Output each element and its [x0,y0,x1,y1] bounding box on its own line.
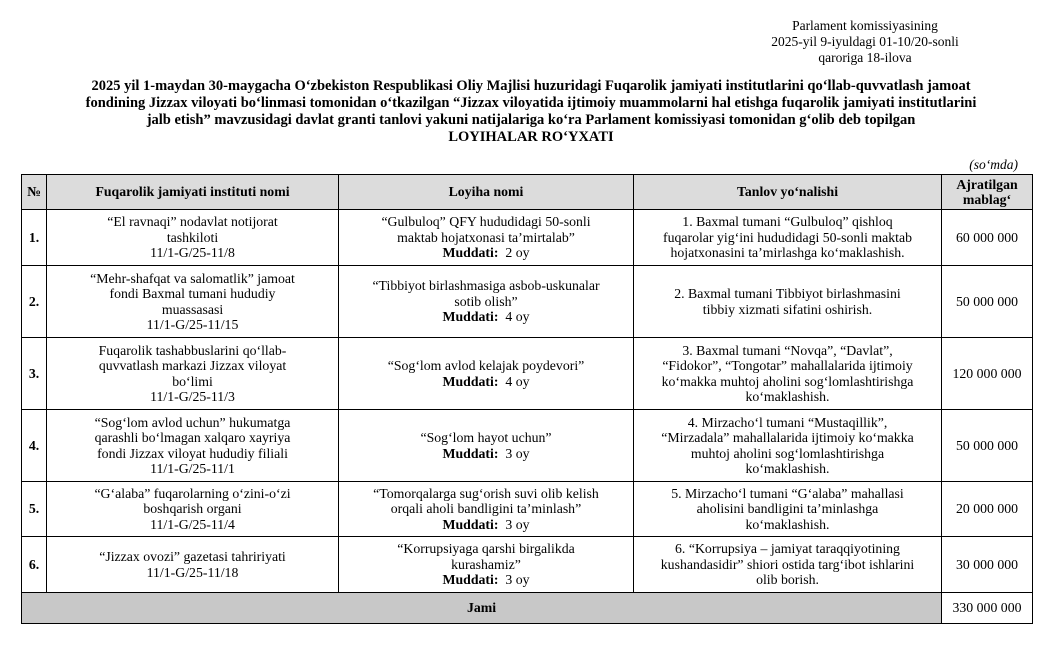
direction-line: olib borish. [756,572,819,588]
amount-cell: 30 000 000 [942,537,1033,593]
institute-cell [47,482,339,537]
duration-label: Muddati: [442,373,499,389]
row-number: 2. [22,266,47,338]
direction-line: 5. Mirzacho‘l tumani “G‘alaba” mahallasi [671,485,904,501]
table-row [22,266,1033,338]
direction-line: 3. Baxmal tumani “Novqa”, “Davlat”, [682,342,893,358]
duration-line [344,374,628,390]
project-line: “Tibbiyot birlashmasiga asbob-uskunalar [372,278,600,294]
institute-line: boshqarish organi [143,501,242,517]
institute-line: 11/1-G/25-11/18 [146,564,239,580]
duration-value: 3 oy [505,572,530,588]
institute-line: “El ravnaqi” nodavlat notijorat [107,214,278,230]
heading-line-1: 2025 yil 1-maydan 30-maygacha O‘zbekiston Respublikasi Oliy Majlisi huzuridagi Fuqarolik jamiyati institutlarini qo‘llab-quvvatlash jamoat [91,78,971,94]
duration-line [344,309,628,325]
institute-line: fondi Jizzax viloyat hududiy filiali [97,445,288,461]
duration-label: Muddati: [442,445,499,461]
direction-cell [634,210,942,266]
table-row [22,537,1033,593]
header-institute: Fuqarolik jamiyati instituti nomi [47,175,339,210]
project-cell [339,482,634,537]
duration-label: Muddati: [442,245,499,261]
direction-line: ko‘maklashish. [745,461,830,476]
direction-line: hojatxonasini ta’mirlashga ko‘maklashish. [670,245,905,261]
heading-line-3: jalb etish” mavzusidagi davlat granti tanlovi yakuni natijalariga ko‘ra Parlament komissiyasi tomonidan g‘olib deb topilgan [146,112,916,128]
duration-label: Muddati: [442,309,499,325]
row-number: 1. [22,210,47,266]
duration-value: 2 oy [505,245,530,261]
project-cell [339,210,634,266]
direction-line: 1. Baxmal tumani “Gulbuloq” qishloq [682,214,893,230]
project-line: kurashamiz” [451,556,521,572]
duration-value: 3 oy [505,516,530,532]
total-row [22,593,1033,624]
project-line: orqali aholi bandligini ta’minlash” [390,501,582,517]
header-direction: Tanlov yo‘nalishi [634,175,942,210]
direction-line: “Fidokor”, “Tongotar” mahallalarida ijtimoiy [662,358,913,373]
direction-cell [634,482,942,537]
direction-line: ko‘makka muhtoj aholini sog‘lomlashtirishga [661,373,914,389]
duration-line [344,245,628,261]
direction-line: tibbiy xizmati sifatini oshirish. [702,301,873,317]
institute-line: “G‘alaba” fuqarolarning o‘zini-o‘zi [94,485,291,501]
institute-line: 11/1-G/25-11/4 [150,516,235,532]
project-cell [339,537,634,593]
row-number: 6. [22,537,47,593]
institute-line: quvvatlash markazi Jizzax viloyat [98,358,287,373]
amount-cell: 120 000 000 [942,338,1033,410]
table-row [22,338,1033,410]
direction-line: 4. Mirzacho‘l tumani “Mustaqillik”, [687,414,888,430]
institute-line: “Sog‘lom avlod uchun” hukumatga [94,414,291,430]
heading-line-2: fondining Jizzax viloyati bo‘linmasi tomonidan o‘tkazilgan “Jizzax viloyatida ijtimoiy muammolarni hal etishga fuqarolik jamiyati institutlarini [85,95,977,111]
direction-line: ko‘maklashish. [745,516,830,532]
projects-table [21,174,1033,624]
direction-line: fuqarolar yig‘ini hududidagi 50-sonli maktab [662,229,913,245]
header-number: № [22,175,47,210]
direction-cell [634,266,942,338]
header-amount-line-1: Ajratilgan [956,176,1018,192]
amount-cell: 60 000 000 [942,210,1033,266]
direction-line: 6. “Korrupsiya – jamiyat taraqqiyotining [675,541,900,557]
direction-line: aholisini bandligini ta’minlashga [696,501,879,517]
institute-line: “Mehr-shafqat va salomatlik” jamoat [90,270,295,286]
duration-line [344,446,628,462]
annex-reference [715,18,1015,66]
direction-cell [634,410,942,482]
project-line: “Gulbuloq” QFY hududidagi 50-sonli [381,214,591,230]
project-line: “Tomorqalarga sug‘orish suvi olib kelish [373,485,599,501]
institute-line: Fuqarolik tashabbuslarini qo‘llab- [98,342,287,358]
duration-line [344,572,628,588]
header-project: Loyiha nomi [339,175,634,210]
duration-value: 3 oy [505,445,530,461]
institute-line: “Jizzax ovozi” gazetasi tahririyati [99,549,286,564]
annex-line-2: 2025-yil 9-iyuldagi 01-10/20-sonli [771,34,959,49]
institute-line: 11/1-G/25-11/1 [150,461,235,476]
institute-line: bo‘limi [172,373,213,389]
document-title: LOYIHALAR RO‘YXATI [448,129,614,145]
amount-cell: 20 000 000 [942,482,1033,537]
project-line: maktab hojatxonasi ta’mirtalab” [397,229,575,245]
direction-line: 2. Baxmal tumani Tibbiyot birlashmasini [674,286,901,301]
project-line: “Korrupsiyaga qarshi birgalikda [397,541,575,557]
row-number: 4. [22,410,47,482]
direction-line: muhtoj aholini sog‘lomlashtirishga [690,445,885,461]
institute-cell [47,266,339,338]
annex-line-3: qaroriga 18-ilova [818,50,912,65]
institute-cell [47,410,339,482]
institute-cell [47,210,339,266]
header-amount-line-2: mablag‘ [962,192,1012,207]
duration-line [344,517,628,533]
annex-line-1: Parlament komissiyasining [792,18,938,33]
institute-line: muassasasi [161,301,224,317]
project-line: “Sog‘lom hayot uchun” [420,430,552,445]
row-number: 3. [22,338,47,410]
direction-cell [634,338,942,410]
total-amount: 330 000 000 [942,593,1033,624]
table-row [22,482,1033,537]
duration-label: Muddati: [442,572,499,588]
amount-cell: 50 000 000 [942,266,1033,338]
table-row [22,210,1033,266]
total-label: Jami [22,593,942,624]
direction-cell [634,537,942,593]
header-amount [942,175,1033,210]
amount-cell: 50 000 000 [942,410,1033,482]
project-cell [339,338,634,410]
institute-cell [47,338,339,410]
institute-line: 11/1-G/25-11/3 [150,389,235,404]
institute-line: qarashli bo‘lmagan xalqaro xayriya [94,430,291,445]
table-row [22,410,1033,482]
project-line: “Sog‘lom avlod kelajak poydevori” [387,358,585,373]
direction-line: ko‘maklashish. [745,389,830,404]
table-header-row [22,175,1033,210]
duration-label: Muddati: [442,516,499,532]
row-number: 5. [22,482,47,537]
institute-line: tashkiloti [166,229,219,245]
project-cell [339,410,634,482]
direction-line: kushandasidir” shiori ostida targ‘ibot ishlarini [660,556,915,572]
currency-unit-note: (so‘mda) [969,157,1018,172]
project-line: sotib olish” [454,293,518,309]
duration-value: 4 oy [505,309,530,325]
document-heading [20,78,1042,146]
institute-line: 11/1-G/25-11/15 [146,317,239,332]
institute-line: fondi Baxmal tumani hududiy [109,286,276,301]
institute-cell [47,537,339,593]
project-cell [339,266,634,338]
direction-line: “Mirzadala” mahallalarida ijtimoiy ko‘makka [661,430,914,445]
duration-value: 4 oy [505,373,530,389]
institute-line: 11/1-G/25-11/8 [150,245,235,261]
